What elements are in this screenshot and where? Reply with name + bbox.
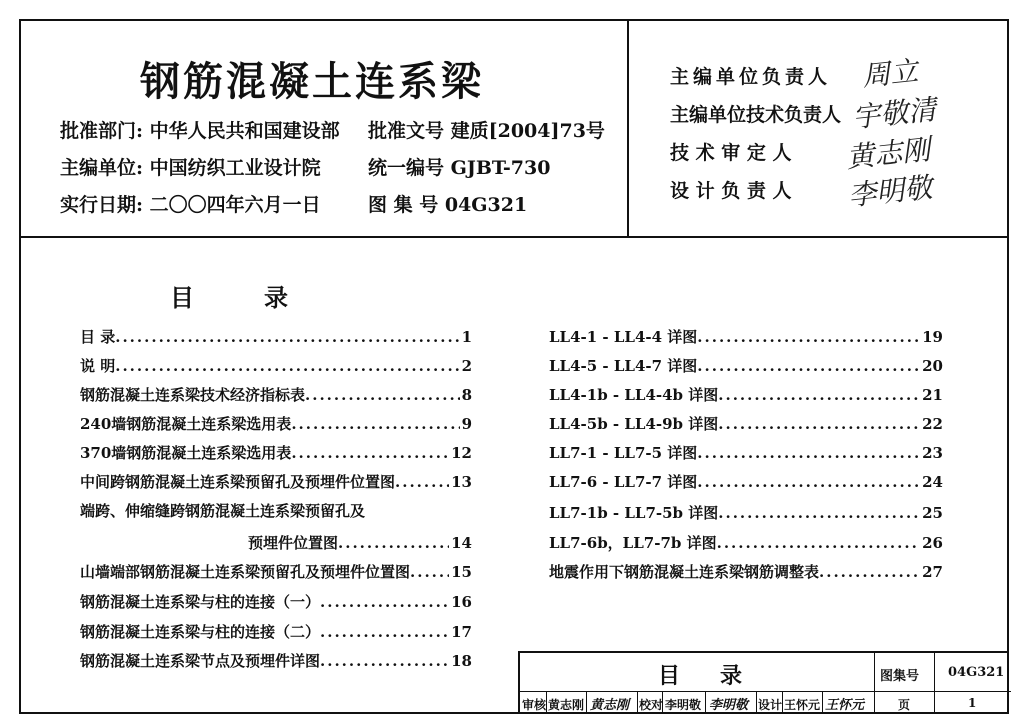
signature-1: 周立 bbox=[860, 54, 920, 93]
toc-item: 山墙端部钢筋混凝土连系梁预留孔及预埋件位置图 ..... 15 bbox=[80, 561, 472, 582]
approval-doc: 批准文号 建质[2004]73号 bbox=[368, 120, 605, 142]
role-chief-unit-head: 主编单位负责人 bbox=[670, 66, 832, 88]
toc-item: LL7-6b，LL7-7b 详图 ..... 26 bbox=[549, 532, 943, 553]
toc-item: 240墙钢筋混凝土连系梁选用表 ..... 9 bbox=[80, 413, 472, 434]
role-tech-reviewer: 技 术 审 定 人 bbox=[670, 142, 792, 164]
role-chief-unit-tech-head: 主编单位技术负责人 bbox=[670, 104, 842, 126]
chief-unit: 主编单位: 中国纺织工业设计院 bbox=[60, 157, 321, 179]
page-title: 钢筋混凝土连系梁 bbox=[140, 58, 484, 105]
titleblock-designer: 王怀元 bbox=[784, 698, 821, 712]
titleblock-check-label: 校对 bbox=[639, 698, 664, 712]
toc-item: 说 明 ..... 2 bbox=[80, 355, 472, 376]
signature-3: 黄志刚 bbox=[844, 132, 932, 175]
toc-item: 预埋件位置图 ..... 14 bbox=[248, 532, 472, 553]
toc-item: LL4-5 - LL4-7 详图 ..... 20 bbox=[549, 355, 943, 376]
toc-item: LL4-1b - LL4-4b 详图 ..... 21 bbox=[549, 384, 943, 405]
unified-no: 统一编号 GJBT-730 bbox=[368, 157, 551, 179]
toc-heading: 目录 bbox=[170, 283, 358, 312]
toc-item: 钢筋混凝土连系梁节点及预埋件详图 ..... 18 bbox=[80, 650, 472, 671]
toc-item: 地震作用下钢筋混凝土连系梁钢筋调整表 ..... 27 bbox=[549, 561, 943, 582]
header-divider bbox=[19, 236, 1009, 238]
signature-4: 李明敬 bbox=[846, 170, 934, 213]
titleblock-atlas-label: 图集号 bbox=[880, 669, 920, 684]
toc-item: LL7-1 - LL7-5 详图 ..... 23 bbox=[549, 442, 943, 463]
toc-item: 钢筋混凝土连系梁与柱的连接（二） ..... 17 bbox=[80, 621, 472, 642]
titleblock-checker-signature: 李明敬 bbox=[709, 698, 749, 713]
toc-item: LL4-5b - LL4-9b 详图 ..... 22 bbox=[549, 413, 943, 434]
effective-date: 实行日期: 二〇〇四年六月一日 bbox=[60, 194, 321, 216]
titleblock-designer-signature: 王怀元 bbox=[825, 698, 865, 713]
toc-item: 中间跨钢筋混凝土连系梁预留孔及预埋件位置图 ..... 13 bbox=[80, 471, 472, 492]
titleblock-page-value: 1 bbox=[968, 696, 977, 710]
toc-item: 钢筋混凝土连系梁与柱的连接（一） ..... 16 bbox=[80, 591, 472, 612]
titleblock-page-label: 页 bbox=[898, 698, 911, 712]
toc-item: 目 录 ..... 1 bbox=[80, 326, 472, 347]
toc-item: 370墙钢筋混凝土连系梁选用表 ..... 12 bbox=[80, 442, 472, 463]
toc-item: 端跨、伸缩缝跨钢筋混凝土连系梁预留孔及 bbox=[80, 502, 366, 520]
approval-dept: 批准部门: 中华人民共和国建设部 bbox=[60, 120, 340, 142]
title-block bbox=[518, 651, 1009, 714]
header-vertical-divider bbox=[627, 19, 629, 238]
toc-item: 钢筋混凝土连系梁技术经济指标表 ..... 8 bbox=[80, 384, 472, 405]
titleblock-atlas-value: 04G321 bbox=[948, 665, 1005, 680]
titleblock-review-label: 审核 bbox=[522, 698, 547, 712]
toc-item: LL7-1b - LL7-5b 详图 ..... 25 bbox=[549, 502, 943, 523]
signature-2: 宇敬清 bbox=[850, 92, 938, 135]
toc-item: LL7-6 - LL7-7 详图 ..... 24 bbox=[549, 471, 943, 492]
titleblock-checker: 李明敬 bbox=[665, 698, 702, 712]
titleblock-name: 目录 bbox=[658, 663, 783, 689]
toc-item: LL4-1 - LL4-4 详图 ..... 19 bbox=[549, 326, 943, 347]
atlas-no: 图 集 号 04G321 bbox=[368, 194, 528, 216]
titleblock-design-label: 设计 bbox=[758, 698, 783, 712]
titleblock-reviewer-signature: 黄志刚 bbox=[590, 698, 630, 713]
role-design-head: 设 计 负 责 人 bbox=[670, 180, 792, 202]
titleblock-reviewer: 黄志刚 bbox=[548, 698, 585, 712]
